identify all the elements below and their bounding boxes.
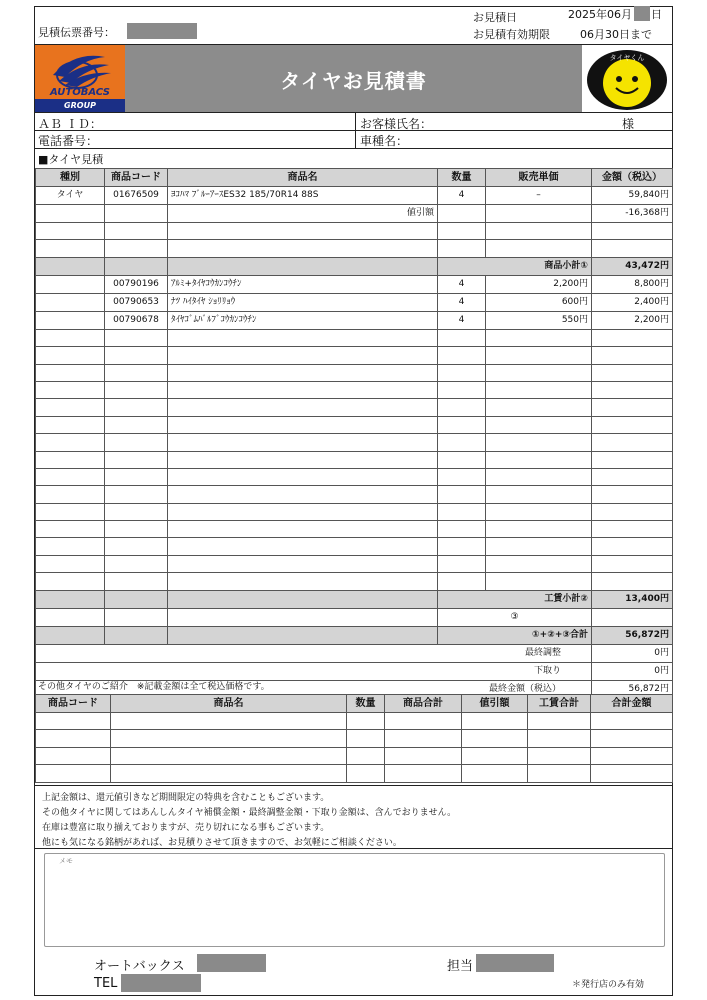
part-price: 550円: [486, 311, 592, 329]
col-qty: 数量: [438, 169, 486, 187]
slip-no-redacted: [127, 23, 197, 39]
col-code: 商品コード: [105, 169, 168, 187]
part-amount: 2,400円: [592, 293, 673, 311]
divider: [34, 848, 673, 849]
date-day-redacted: [634, 6, 650, 21]
abid-label: ＡＢ ＩＤ：: [38, 117, 102, 131]
final-total-value: 56,872円: [592, 680, 673, 698]
logo-text: AUTOBACS: [50, 87, 110, 98]
discount-amount: -16,368円: [592, 205, 673, 223]
sub3-label: ③: [438, 608, 592, 626]
subtotal1-row: [36, 257, 673, 275]
col-discount: 値引額: [462, 695, 528, 713]
col-labor-total: 工賃合計: [528, 695, 591, 713]
title-banner: [125, 45, 582, 112]
store-label: オートバックス: [94, 959, 185, 974]
table-header: [36, 169, 673, 187]
other-tires-intro: その他タイヤのご紹介 ※記載金額は全て税込価格です。: [38, 682, 270, 692]
col-product-total: 商品合計: [385, 695, 462, 713]
total-label: ①+②+③合計: [438, 626, 592, 644]
date-value: 2025年06月: [568, 8, 632, 21]
final-adjust-row: [36, 644, 673, 662]
col-code: 商品コード: [36, 695, 111, 713]
table-row: [36, 187, 673, 205]
divider: [34, 112, 673, 113]
mascot-text: タイヤくん: [609, 54, 645, 62]
other-table-header: [36, 695, 673, 713]
total-row: [36, 626, 673, 644]
other-tires-table: [35, 694, 673, 783]
honorific: 様: [622, 117, 635, 131]
expiry-label: お見積有効期限: [473, 28, 550, 41]
car-label: 車種名：: [360, 134, 409, 148]
subtotal2-label: 工賃小計②: [438, 590, 592, 608]
footer-note: ＊発行店のみ有効: [572, 980, 645, 990]
sub3-row: [36, 608, 673, 626]
note-4: 他にも気になる銘柄があれば、お見積りさせて頂きますので、お気軽にご相談ください。: [42, 838, 402, 848]
divider: [34, 148, 673, 149]
note-3: 在庫は豊富に取り揃えておりますが、売り切れになる事もございます。: [42, 823, 330, 833]
slip-no-label: 見積伝票番号：: [38, 26, 115, 39]
part-qty: 4: [438, 293, 486, 311]
part-qty: 4: [438, 275, 486, 293]
part-code: 00790196: [105, 275, 168, 293]
part-amount: 8,800円: [592, 275, 673, 293]
tradein-label: 下取り: [36, 662, 592, 680]
store-name-redacted: [197, 954, 266, 972]
part-code: 00790678: [105, 311, 168, 329]
document-title: タイヤお見積書: [280, 69, 427, 93]
row-qty: 4: [438, 187, 486, 205]
final-total-label: 最終金額（税込）: [36, 680, 592, 698]
col-amount: 金額（税込）: [592, 169, 673, 187]
customer-name-label: お客様氏名：: [360, 117, 433, 131]
row-amount: 59,840円: [592, 187, 673, 205]
final-adjust-label: 最終調整: [36, 644, 592, 662]
col-name: 商品名: [168, 169, 438, 187]
row-code: 01676509: [105, 187, 168, 205]
table-row: [36, 205, 673, 223]
divider: [34, 785, 673, 786]
final-adjust-value: 0円: [592, 644, 673, 662]
date-suffix: 日: [651, 8, 662, 21]
part-price: 600円: [486, 293, 592, 311]
table-row: [36, 275, 673, 293]
col-price: 販売単価: [486, 169, 592, 187]
table-row: [36, 311, 673, 329]
subtotal2-value: 13,400円: [592, 590, 673, 608]
date-label: お見積日: [473, 11, 517, 24]
note-2: その他タイヤに関してはあんしんタイヤ補償金額・最終調整金額・下取り金額は、含んでおりません。: [42, 808, 457, 818]
part-price: 2,200円: [486, 275, 592, 293]
autobacs-logo: [35, 45, 125, 112]
part-code: 00790653: [105, 293, 168, 311]
table-row: [36, 293, 673, 311]
part-name: ｱﾙﾐ+ﾀｲﾔｺｳｶﾝｺｳﾁﾝ: [168, 275, 438, 293]
expiry-value: 06月30日まで: [580, 28, 652, 41]
tradein-value: 0円: [592, 662, 673, 680]
row-price: –: [486, 187, 592, 205]
total-value: 56,872円: [592, 626, 673, 644]
note-1: 上記金額は、還元値引きなど期間限定の特典を含むこともございます。: [42, 793, 330, 803]
subtotal2-row: [36, 590, 673, 608]
memo-label: メモ: [59, 857, 73, 865]
row-type: タイヤ: [36, 187, 105, 205]
staff-label: 担当: [447, 959, 474, 974]
col-name: 商品名: [111, 695, 347, 713]
subtotal1-value: 43,472円: [592, 257, 673, 275]
part-qty: 4: [438, 311, 486, 329]
part-name: ﾀｲﾔｺﾞﾑﾊﾞﾙﾌﾞｺｳｶﾝｺｳﾁﾝ: [168, 311, 438, 329]
tel-redacted: [121, 974, 201, 992]
divider: [34, 130, 673, 131]
staff-redacted: [476, 954, 554, 972]
section-title: ■タイヤ見積: [38, 153, 104, 166]
phone-label: 電話番号：: [38, 134, 99, 148]
part-amount: 2,200円: [592, 311, 673, 329]
row-name: ﾖｺﾊﾏ ﾌﾞﾙｰｱｰｽES32 185/70R14 88S: [168, 187, 438, 205]
part-name: ﾅﾂ ﾊｲﾀｲﾔ ｼｮﾘﾘｮｳ: [168, 293, 438, 311]
col-grand-total: 合計金額: [591, 695, 673, 713]
tradein-row: [36, 662, 673, 680]
subtotal1-label: 商品小計①: [438, 257, 592, 275]
discount-label: 値引額: [168, 205, 438, 223]
tel-label: TEL: [94, 976, 118, 991]
estimate-table: [35, 168, 673, 699]
mascot-box: [582, 45, 672, 112]
memo-box[interactable]: [44, 853, 665, 947]
col-type: 種別: [36, 169, 105, 187]
logo-group: GROUP: [35, 99, 125, 112]
col-qty: 数量: [347, 695, 385, 713]
